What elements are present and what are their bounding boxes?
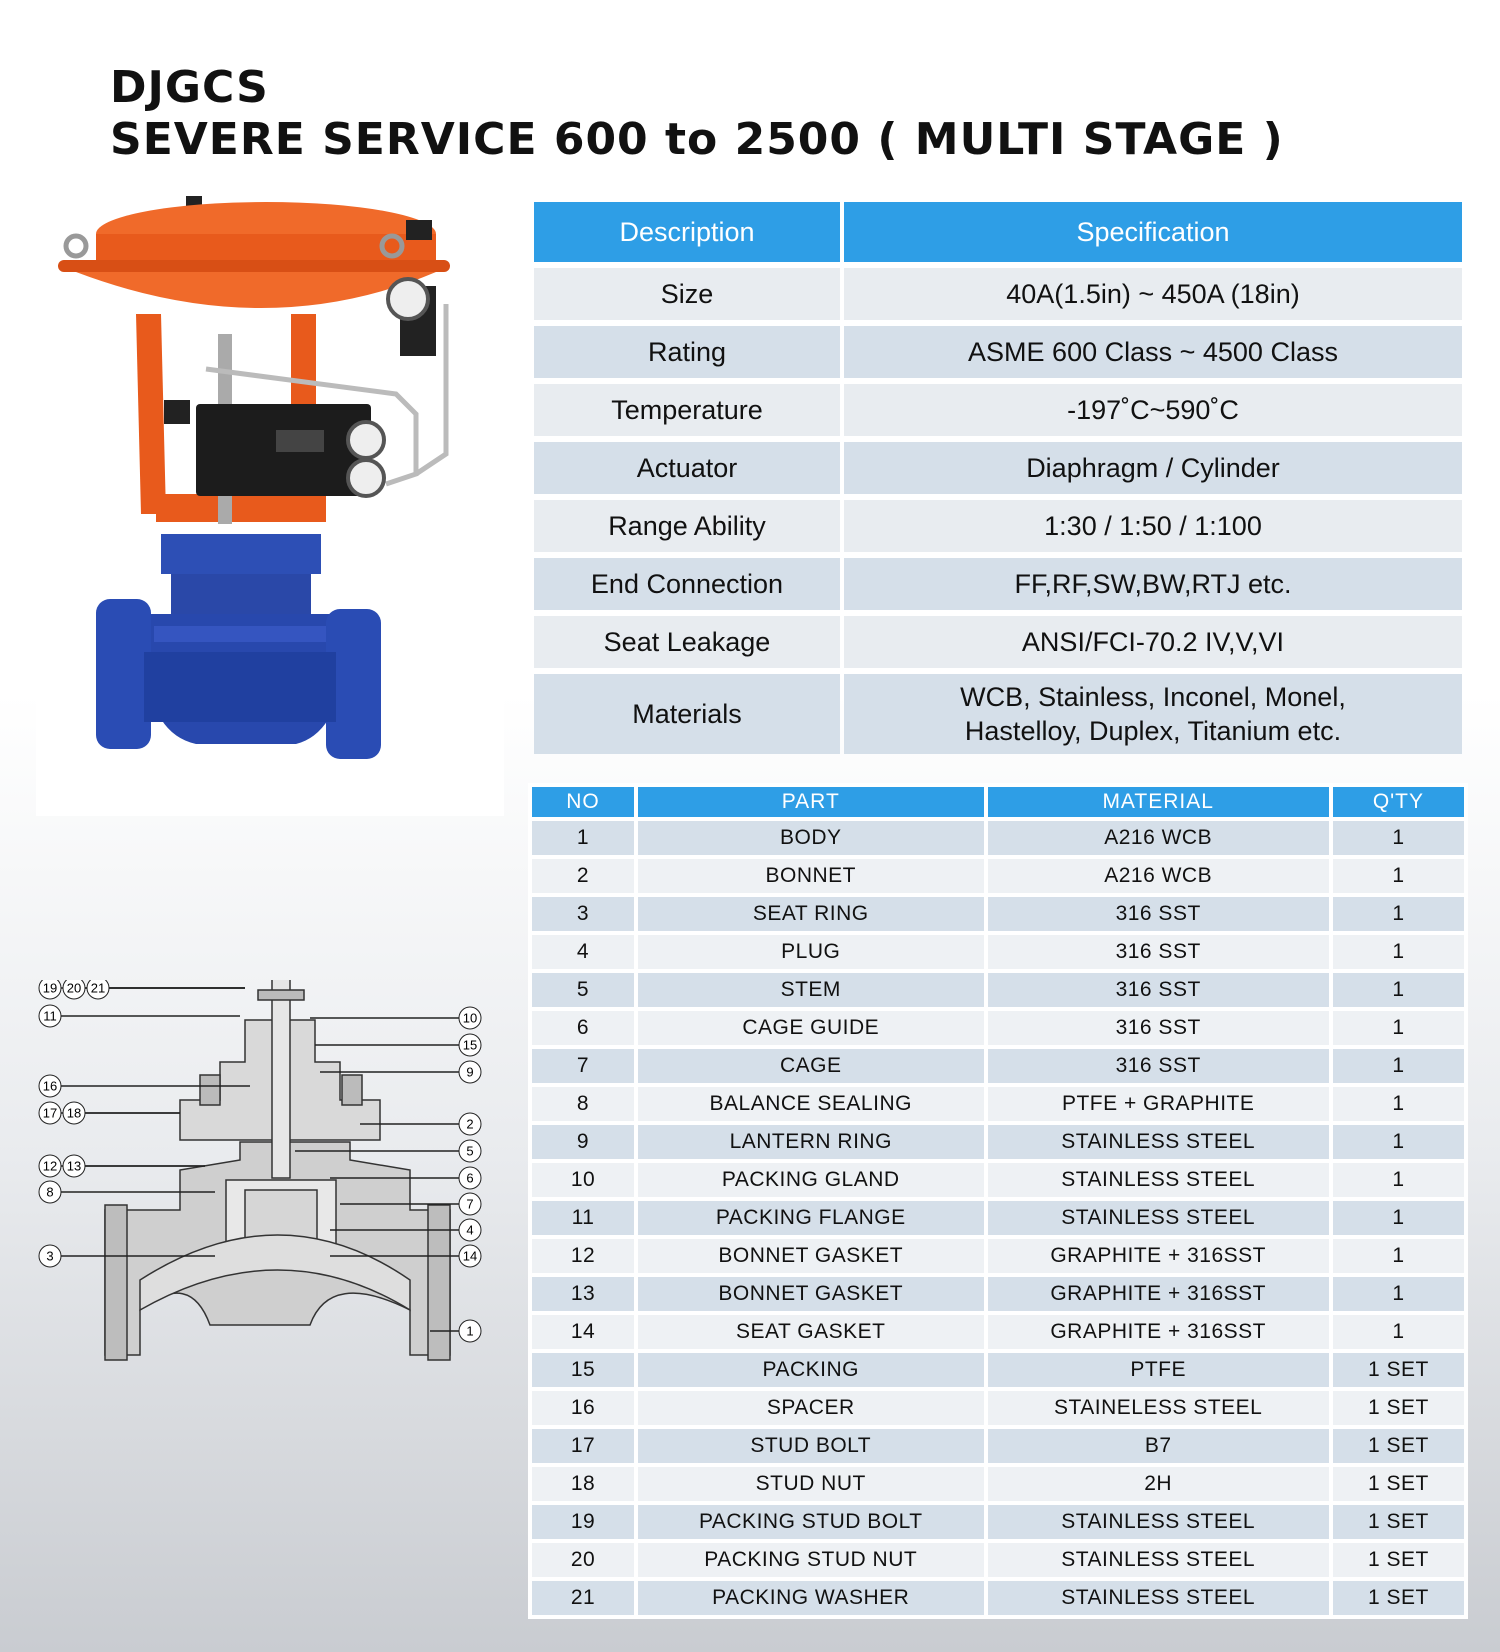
- part-qty: 1 SET: [1333, 1353, 1464, 1387]
- part-no: 5: [532, 973, 634, 1007]
- part-name: BONNET: [638, 859, 984, 893]
- spec-desc: End Connection: [534, 558, 840, 610]
- callout-label: 2: [466, 1116, 474, 1132]
- part-material: 316 SST: [988, 1049, 1329, 1083]
- part-qty: 1: [1333, 1087, 1464, 1121]
- spec-value: ANSI/FCI-70.2 IV,V,VI: [844, 616, 1462, 668]
- callout-label: 18: [66, 1105, 82, 1121]
- callout-label: 3: [46, 1248, 54, 1264]
- spec-value: FF,RF,SW,BW,RTJ etc.: [844, 558, 1462, 610]
- part-material: STAINLESS STEEL: [988, 1581, 1329, 1615]
- part-name: CAGE: [638, 1049, 984, 1083]
- part-name: STUD NUT: [638, 1467, 984, 1501]
- table-row: [532, 1353, 1464, 1387]
- part-name: PACKING: [638, 1353, 984, 1387]
- callout-label: 19: [42, 980, 58, 996]
- spec-value-line: WCB, Stainless, Inconel, Monel,: [960, 682, 1346, 712]
- table-row: [532, 1049, 1464, 1083]
- part-material: 2H: [988, 1467, 1329, 1501]
- part-material: A216 WCB: [988, 859, 1329, 893]
- part-name: LANTERN RING: [638, 1125, 984, 1159]
- part-material: STAINLESS STEEL: [988, 1505, 1329, 1539]
- part-name: SEAT GASKET: [638, 1315, 984, 1349]
- product-code: DJGCS: [110, 62, 269, 113]
- part-no: 14: [532, 1315, 634, 1349]
- table-row: [532, 1011, 1464, 1045]
- parts-header-material: MATERIAL: [988, 787, 1329, 817]
- part-material: STAINLESS STEEL: [988, 1163, 1329, 1197]
- part-qty: 1 SET: [1333, 1505, 1464, 1539]
- spec-desc: Seat Leakage: [534, 616, 840, 668]
- part-material: 316 SST: [988, 1011, 1329, 1045]
- part-material: GRAPHITE + 316SST: [988, 1239, 1329, 1273]
- table-row: [532, 1125, 1464, 1159]
- table-row: [532, 973, 1464, 1007]
- callout-label: 6: [466, 1170, 474, 1186]
- part-name: SPACER: [638, 1391, 984, 1425]
- part-no: 11: [532, 1201, 634, 1235]
- part-name: PACKING STUD BOLT: [638, 1505, 984, 1539]
- parts-header-qty: Q'TY: [1333, 787, 1464, 817]
- spec-desc: Size: [534, 268, 840, 320]
- part-qty: 1: [1333, 1315, 1464, 1349]
- part-no: 21: [532, 1581, 634, 1615]
- part-material: PTFE: [988, 1353, 1329, 1387]
- spec-value: Diaphragm / Cylinder: [844, 442, 1462, 494]
- callout-label: 10: [462, 1010, 478, 1026]
- spec-desc: Rating: [534, 326, 840, 378]
- part-no: 7: [532, 1049, 634, 1083]
- part-name: PACKING FLANGE: [638, 1201, 984, 1235]
- callout-label: 11: [43, 1008, 57, 1024]
- part-material: B7: [988, 1429, 1329, 1463]
- part-qty: 1: [1333, 1163, 1464, 1197]
- spec-value: [844, 674, 1462, 754]
- valve-photo: [36, 194, 504, 816]
- part-qty: 1 SET: [1333, 1429, 1464, 1463]
- table-row: [532, 1581, 1464, 1615]
- part-name: BONNET GASKET: [638, 1277, 984, 1311]
- sectional-diagram: [30, 980, 520, 1420]
- callout-label: 21: [90, 980, 106, 996]
- part-name: CAGE GUIDE: [638, 1011, 984, 1045]
- part-material: 316 SST: [988, 973, 1329, 1007]
- spec-desc: Range Ability: [534, 500, 840, 552]
- callout-label: 7: [466, 1196, 474, 1212]
- callout-label: 17: [42, 1105, 58, 1121]
- part-no: 1: [532, 821, 634, 855]
- part-no: 17: [532, 1429, 634, 1463]
- part-name: BONNET GASKET: [638, 1239, 984, 1273]
- part-no: 6: [532, 1011, 634, 1045]
- part-qty: 1 SET: [1333, 1391, 1464, 1425]
- spec-value: 40A(1.5in) ~ 450A (18in): [844, 268, 1462, 320]
- part-name: PACKING GLAND: [638, 1163, 984, 1197]
- part-qty: 1: [1333, 1125, 1464, 1159]
- table-row: [532, 1429, 1464, 1463]
- part-qty: 1 SET: [1333, 1581, 1464, 1615]
- spec-value: -197˚C~590˚C: [844, 384, 1462, 436]
- part-name: PACKING STUD NUT: [638, 1543, 984, 1577]
- part-no: 3: [532, 897, 634, 931]
- parts-table: [528, 783, 1468, 1619]
- spec-header-specification: Specification: [844, 202, 1462, 262]
- part-qty: 1: [1333, 897, 1464, 931]
- callout-label: 16: [42, 1078, 58, 1094]
- part-no: 8: [532, 1087, 634, 1121]
- table-row: [532, 1201, 1464, 1235]
- part-name: STUD BOLT: [638, 1429, 984, 1463]
- part-material: STAINLESS STEEL: [988, 1125, 1329, 1159]
- part-material: A216 WCB: [988, 821, 1329, 855]
- spec-table: [530, 196, 1466, 760]
- part-qty: 1: [1333, 973, 1464, 1007]
- spec-value-line: Hastelloy, Duplex, Titanium etc.: [964, 716, 1342, 746]
- part-name: PLUG: [638, 935, 984, 969]
- part-qty: 1 SET: [1333, 1467, 1464, 1501]
- part-no: 2: [532, 859, 634, 893]
- spec-value: 1:30 / 1:50 / 1:100: [844, 500, 1462, 552]
- part-no: 12: [532, 1239, 634, 1273]
- part-material: GRAPHITE + 316SST: [988, 1277, 1329, 1311]
- part-qty: 1: [1333, 1049, 1464, 1083]
- part-no: 16: [532, 1391, 634, 1425]
- part-qty: 1: [1333, 1277, 1464, 1311]
- table-row: [532, 859, 1464, 893]
- part-no: 19: [532, 1505, 634, 1539]
- table-row: [532, 1543, 1464, 1577]
- callout-label: 8: [46, 1184, 54, 1200]
- part-no: 18: [532, 1467, 634, 1501]
- table-row: [532, 821, 1464, 855]
- part-name: BALANCE SEALING: [638, 1087, 984, 1121]
- part-qty: 1: [1333, 935, 1464, 969]
- part-no: 10: [532, 1163, 634, 1197]
- part-no: 9: [532, 1125, 634, 1159]
- part-no: 4: [532, 935, 634, 969]
- table-row: [532, 1087, 1464, 1121]
- table-row: [532, 1467, 1464, 1501]
- callout-label: 9: [466, 1064, 474, 1080]
- table-row: [532, 1315, 1464, 1349]
- part-no: 15: [532, 1353, 634, 1387]
- table-row: [532, 1391, 1464, 1425]
- spec-desc: Temperature: [534, 384, 840, 436]
- spec-value: ASME 600 Class ~ 4500 Class: [844, 326, 1462, 378]
- part-qty: 1: [1333, 1201, 1464, 1235]
- part-no: 13: [532, 1277, 634, 1311]
- table-row: [532, 1239, 1464, 1273]
- parts-header-part: PART: [638, 787, 984, 817]
- sectional-diagram-svg: [30, 980, 520, 1420]
- part-material: GRAPHITE + 316SST: [988, 1315, 1329, 1349]
- callout-label: 4: [466, 1222, 474, 1238]
- part-material: 316 SST: [988, 897, 1329, 931]
- callout-label: 12: [42, 1158, 58, 1174]
- part-name: STEM: [638, 973, 984, 1007]
- part-material: STAINLESS STEEL: [988, 1201, 1329, 1235]
- table-row: [532, 897, 1464, 931]
- product-title: SEVERE SERVICE 600 to 2500 ( MULTI STAGE ): [110, 114, 1284, 165]
- part-qty: 1: [1333, 821, 1464, 855]
- callout-label: 1: [466, 1323, 474, 1339]
- table-row: [532, 1505, 1464, 1539]
- table-row: [532, 1277, 1464, 1311]
- part-name: BODY: [638, 821, 984, 855]
- part-material: STAINELESS STEEL: [988, 1391, 1329, 1425]
- part-name: PACKING WASHER: [638, 1581, 984, 1615]
- callout-label: 20: [66, 980, 82, 996]
- part-qty: 1: [1333, 1239, 1464, 1273]
- part-material: PTFE + GRAPHITE: [988, 1087, 1329, 1121]
- callout-label: 13: [66, 1158, 82, 1174]
- callout-label: 5: [466, 1143, 474, 1159]
- callout-label: 14: [462, 1248, 478, 1264]
- table-row: [532, 935, 1464, 969]
- part-name: SEAT RING: [638, 897, 984, 931]
- spec-desc: Actuator: [534, 442, 840, 494]
- part-material: 316 SST: [988, 935, 1329, 969]
- spec-desc: Materials: [534, 674, 840, 754]
- callout-label: 15: [462, 1037, 478, 1053]
- part-qty: 1: [1333, 1011, 1464, 1045]
- part-material: STAINLESS STEEL: [988, 1543, 1329, 1577]
- part-no: 20: [532, 1543, 634, 1577]
- spec-header-description: Description: [534, 202, 840, 262]
- part-qty: 1 SET: [1333, 1543, 1464, 1577]
- table-row: [532, 1163, 1464, 1197]
- part-qty: 1: [1333, 859, 1464, 893]
- parts-header-no: NO: [532, 787, 634, 817]
